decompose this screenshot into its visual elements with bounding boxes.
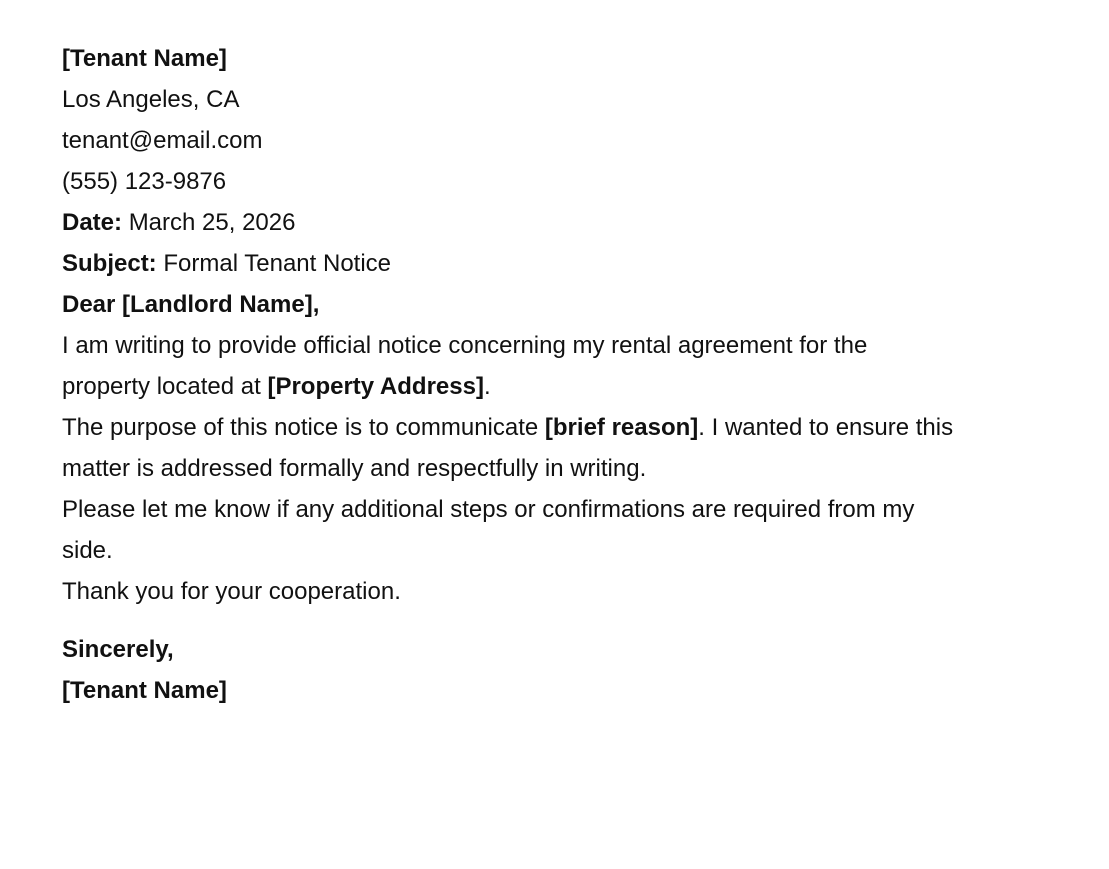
body-p2-line2: matter is addressed formally and respectfully in writing. [62, 455, 647, 482]
subject-line [62, 243, 1082, 284]
body-paragraph-3 [62, 489, 1082, 571]
sender-city: Los Angeles, CA [62, 86, 240, 113]
letter-document [62, 38, 1082, 711]
body-p3-line1: Please let me know if any additional steps or confirmations are required from my [62, 496, 915, 523]
sender-block [62, 38, 1082, 202]
body-p2-line1 [62, 407, 1082, 448]
brief-reason-placeholder: [brief reason] [544, 414, 699, 441]
body-paragraph-2 [62, 407, 1082, 489]
body-p1-line2-pre: property located at [62, 373, 268, 400]
date-line [62, 202, 1082, 243]
body-paragraph-4: Thank you for your cooperation. [62, 578, 401, 605]
date-value: March 25, 2026 [128, 209, 296, 236]
body-p1-line2-post: . [483, 373, 491, 400]
subject-label: Subject: [62, 250, 157, 277]
date-label: Date: [62, 209, 123, 236]
closing-block [62, 629, 1082, 711]
body-p2-line1-post: . I wanted to ensure this [698, 414, 954, 441]
sender-phone: (555) 123-9876 [62, 168, 227, 195]
body-p2-line1-pre: The purpose of this notice is to communicate [62, 414, 545, 441]
body-p3-line2: side. [62, 537, 113, 564]
sender-email: tenant@email.com [62, 127, 263, 154]
body-paragraph-1 [62, 325, 1082, 407]
property-address-placeholder: [Property Address] [267, 373, 484, 400]
valediction: Sincerely, [62, 636, 174, 663]
salutation: Dear [Landlord Name], [62, 291, 320, 318]
body-p1-line1: I am writing to provide official notice concerning my rental agreement for the [62, 332, 868, 359]
body-p1-line2 [62, 366, 1082, 407]
subject-value: Formal Tenant Notice [163, 250, 392, 277]
sender-name: [Tenant Name] [62, 45, 227, 72]
signature-name: [Tenant Name] [62, 677, 227, 704]
